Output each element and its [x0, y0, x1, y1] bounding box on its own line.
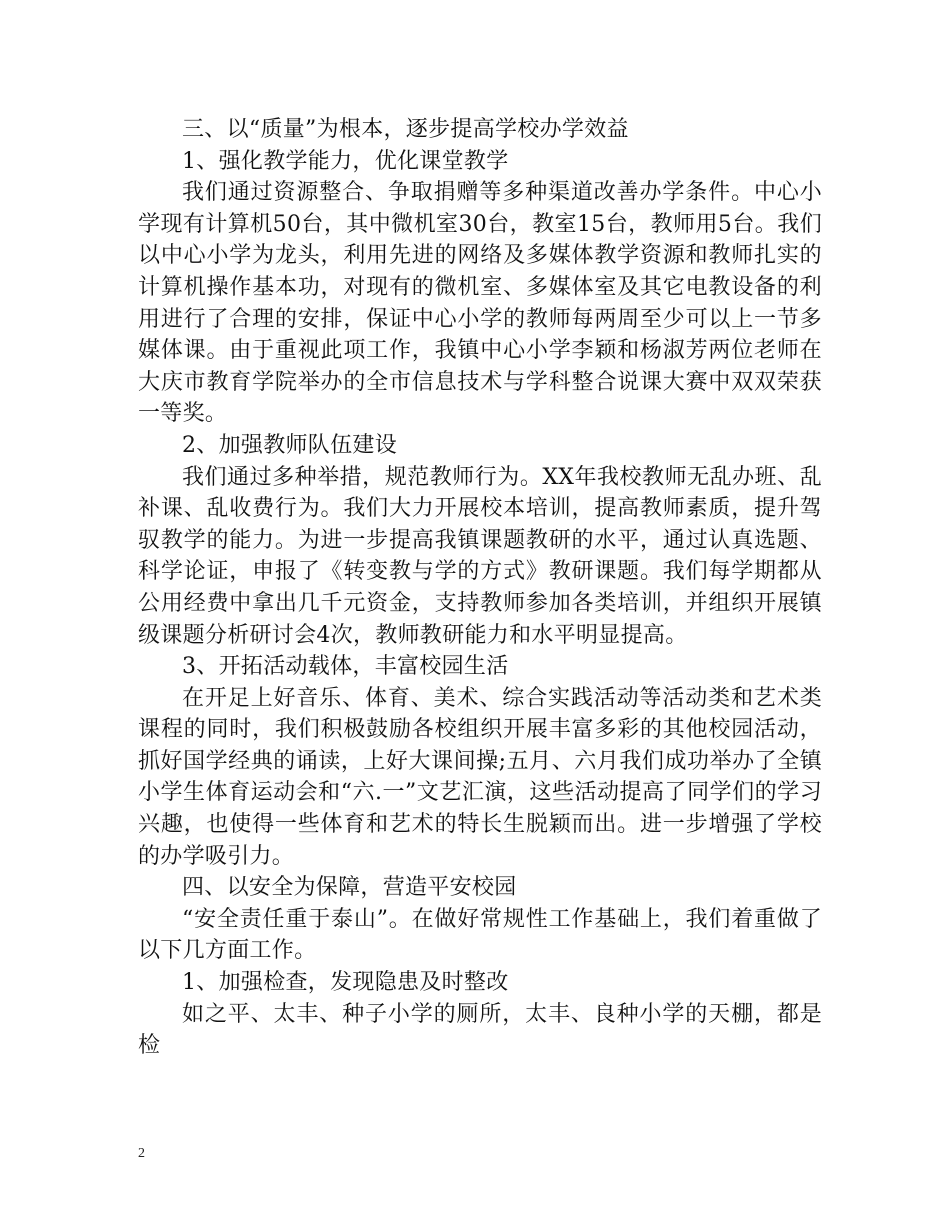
document-body [138, 114, 822, 1062]
subheading-3-1: 1、强化教学能力，优化课堂教学 [182, 148, 509, 174]
paragraph-teachers: 我们通过多种举措，规范教师行为。XX年我校教师无乱办班、乱补课、乱收费行为。我们大力开展校本培训，提高教师素质，提升驾驭教学的能力。为进一步提高我镇课题教研的水平，通过认真选题、科学论证，申报了《转变教与学的方式》教研课题。我们每学期都从公用经费中拿出几千元资金，支持教师参加各类培训，并组织开展镇级课题分析研讨会4次，教师教研能力和水平明显提高。 [138, 464, 822, 648]
subheading-4-1: 1、加强检查，发现隐患及时整改 [182, 970, 509, 996]
paragraph-safety: “安全责任重于泰山”。在做好常规性工作基础上，我们着重做了以下几方面工作。 [138, 906, 822, 964]
paragraph-inspection: 如之平、太丰、种子小学的厕所，太丰、良种小学的天棚，都是检 [138, 1001, 822, 1059]
subheading-3-3: 3、开拓活动载体，丰富校园生活 [182, 654, 509, 680]
subheading-3-2: 2、加强教师队伍建设 [182, 432, 397, 458]
section-heading-4: 四、以安全为保障，营造平安校园 [182, 875, 517, 901]
page-number: 2 [138, 1146, 145, 1161]
paragraph-activities: 在开足上好音乐、体育、美术、综合实践活动等活动类和艺术类课程的同时，我们积极鼓励各校组织开展丰富多彩的其他校园活动，抓好国学经典的诵读，上好大课间操;五月、六月我们成功举办了全镇小学生体育运动会和“六.一”文艺汇演，这些活动提高了同学们的学习兴趣，也使得一些体育和艺术的特长生脱颖而出。进一步增强了学校的办学吸引力。 [138, 685, 822, 869]
section-heading-3: 三、以“质量”为根本，逐步提高学校办学效益 [182, 117, 629, 142]
paragraph-resources: 我们通过资源整合、争取捐赠等多种渠道改善办学条件。中心小学现有计算机50台，其中微机室30台，教室15台，教师用5台。我们以中心小学为龙头，利用先进的网络及多媒体教学资源和教师扎实的计算机操作基本功，对现有的微机室、多媒体室及其它电教设备的利用进行了合理的安排，保证中心小学的教师每两周至少可以上一节多媒体课。由于重视此项工作，我镇中心小学李颖和杨淑芳两位老师在大庆市教育学院举办的全市信息技术与学科整合说课大赛中双双荣获一等奖。 [138, 180, 822, 427]
